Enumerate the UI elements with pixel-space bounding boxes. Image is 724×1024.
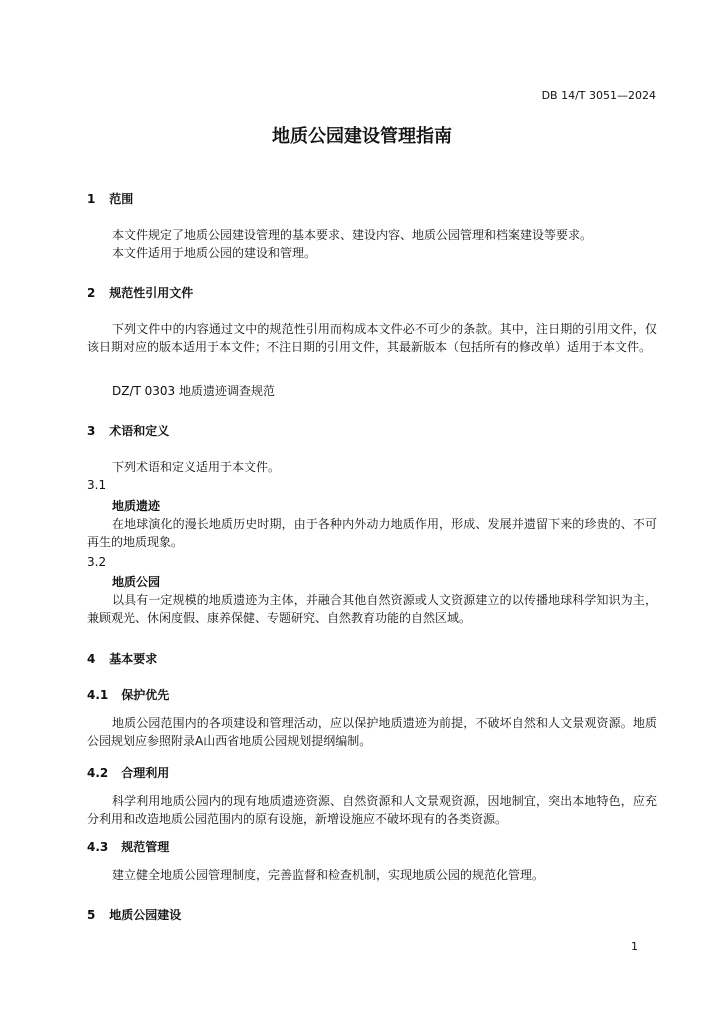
section-number: 2 [87,286,96,300]
paragraph: 本文件适用于地质公园的建设和管理。 [112,246,317,260]
subsection-number: 4.2 [87,766,109,780]
subsection-title: 规范管理 [121,840,170,854]
paragraph: 地质公园范围内的各项建设和管理活动，应以保护地质遗迹为前提，不破坏自然和人文景观资源。地质公园规划应参照附录A山西省地质公园规划提纲编制。 [87,716,657,748]
subsection-title: 合理利用 [121,766,170,780]
term-definition: 以具有一定规模的地质遗迹为主体，并融合其他自然资源或人文资源建立的以传播地球科学知识为主，兼顾观光、休闲度假、康养保健、专题研究、自然教育功能的自然区域。 [87,593,657,625]
subsection-heading-4-3 [87,838,169,855]
paragraph: 建立健全地质公园管理制度，完善监督和检查机制，实现地质公园的规范化管理。 [112,868,545,882]
document-code: DB 14/T 3051—2024 [541,89,656,102]
section-title: 地质公园建设 [109,908,182,922]
subsection-number: 4.1 [87,688,109,702]
paragraph: 下列文件中的内容通过文中的规范性引用而构成本文件必不可少的条款。其中，注日期的引用文件，仅该日期对应的版本适用于本文件；不注日期的引用文件，其最新版本（包括所有的修改单）适用于本文件。 [87,322,657,354]
section-title: 术语和定义 [109,424,170,438]
subsection-heading-4-1 [87,686,169,703]
subsection-number: 4.3 [87,840,109,854]
paragraph: 本文件规定了地质公园建设管理的基本要求、建设内容、地质公园管理和档案建设等要求。 [112,228,593,242]
term-name: 地质遗迹 [112,499,161,513]
section-number: 5 [87,908,96,922]
term-definition: 在地球演化的漫长地质历史时期，由于各种内外动力地质作用，形成、发展并遗留下来的珍贵的、不可再生的地质现象。 [87,517,657,549]
term-name: 地质公园 [112,575,161,589]
paragraph: 下列术语和定义适用于本文件。 [112,460,281,474]
subsection-title: 保护优先 [121,688,170,702]
section-heading-3 [87,422,169,439]
section-heading-4 [87,650,157,667]
reference-item: DZ/T 0303 地质遗迹调查规范 [112,384,276,398]
subsection-heading-4-2 [87,764,169,781]
section-number: 3 [87,424,96,438]
section-number: 1 [87,192,96,206]
section-heading-5 [87,906,181,923]
section-heading-2 [87,284,193,301]
section-number: 4 [87,652,96,666]
page-number: 1 [631,940,638,953]
section-heading-1 [87,190,133,207]
section-title: 范围 [109,192,134,206]
document-title: 地质公园建设管理指南 [272,126,452,147]
paragraph: 科学利用地质公园内的现有地质遗迹资源、自然资源和人文景观资源，因地制宜，突出本地特色，应充分利用和改造地质公园范围内的原有设施，新增设施应不破坏现有的各类资源。 [87,794,657,826]
section-title: 规范性引用文件 [109,286,194,300]
section-title: 基本要求 [109,652,158,666]
term-number: 3.1 [87,478,107,492]
term-number: 3.2 [87,555,107,569]
